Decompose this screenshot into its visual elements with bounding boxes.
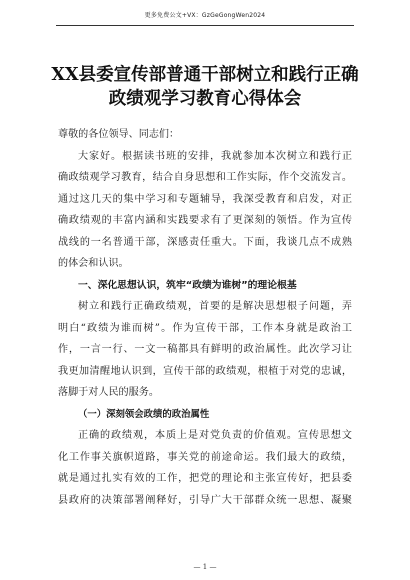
document-title-line-2: 政绩观学习教育心得体会 [108, 89, 302, 109]
header-watermark-note: 更多免费公文+VX：GzGeGongWen2024 [144, 12, 266, 19]
paragraph-line: 大家好。根据读书班的安排，我就参加本次树立和践行正 [78, 150, 352, 162]
page-number: — 1 — [193, 563, 217, 571]
paragraph-line: 树立和践行正确政绩观，首要的是解决思想根子问题，弄 [78, 301, 352, 312]
subsection-heading: （一）深刻领会政绩的政治属性 [78, 408, 210, 420]
paragraph-line: 作，一言一行、一文一稿都具有鲜明的政治属性。此次学习让 [58, 344, 352, 355]
paragraph-line: 县政府的决策部署阐释好，引导广大干部群众统一思想、凝聚 [58, 494, 352, 506]
paragraph-line: 通过这几天的集中学习和专题辅导，我深受教育和启发，对正 [58, 193, 352, 205]
paragraph-line: 化工作事关旗帜道路，事关党的前途命运。我们最大的政绩， [58, 451, 352, 463]
paragraph-line: 确政绩观的丰富内涵和实践要求有了更深刻的领悟。作为宣传 [58, 215, 352, 226]
paragraph-line: 明白“政绩为谁而树”。作为宣传干部，工作本身就是政治工 [58, 322, 352, 334]
paragraph-line: 的体会和认识。 [58, 258, 129, 269]
paragraph-line: 落脚于对人民的服务。 [58, 387, 159, 398]
section-heading: 一、深化思想认识，筑牢“政绩为谁树”的理论根基 [78, 279, 297, 291]
paragraph-line: 就是通过扎实有效的工作，把党的理论和主张宣传好，把县委 [58, 473, 352, 484]
document-body [58, 124, 352, 511]
document-title-line-1: XX县委宣传部普通干部树立和践行正确 [51, 65, 359, 85]
salutation: 尊敬的各位领导、同志们： [58, 129, 180, 140]
header-divider [56, 25, 354, 26]
paragraph-line: 我更加清醒地认识到，宣传干部的政绩观，根植于对党的忠诚， [58, 365, 352, 377]
paragraph-line: 正确的政绩观，本质上是对党负责的价值观。宣传思想文 [78, 430, 352, 441]
paragraph-line: 战线的一名普通干部，深感责任重大。下面，我谈几点不成熟 [58, 236, 352, 248]
paragraph-line: 确政绩观学习教育，结合自身思想和工作实际，作个交流发言。 [58, 172, 352, 183]
